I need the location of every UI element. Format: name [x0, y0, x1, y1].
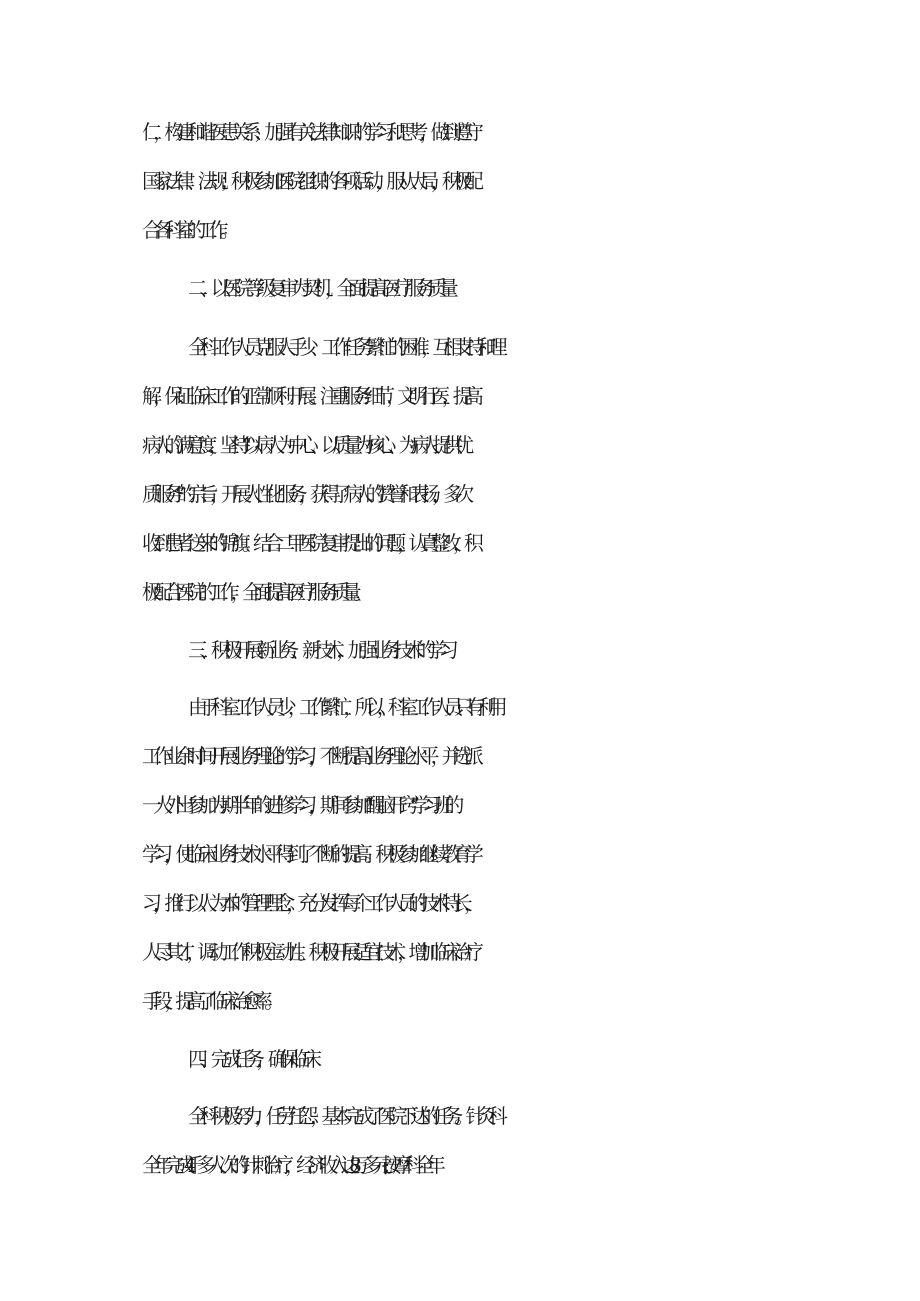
paragraph-line: 病人的满意度，坚持“以病人为中心、以质量为核心、为病人提供优	[142, 433, 466, 457]
paragraph-line: 合各科室的工作。	[142, 218, 231, 242]
paragraph-line: 一人外出参加为期半年的进修学习，期间参加“醒脑开窍”学习班的	[142, 793, 456, 817]
paragraph-line: 解，保证临床工作的正常顺利开展。注重服务细节，文明行医，提高	[142, 384, 475, 408]
paragraph-line: 全科工作人员克服人手少、工作任务繁忙的困难，互相支持和理	[188, 335, 499, 359]
paragraph-line: 全年完成 4 千多人次的针刺治疗，经济收入达 8 万多元;按摩科全年	[142, 1153, 438, 1177]
section-heading-3: 三、积极开展新业务、新技术，加强业务技术的学习	[188, 638, 451, 662]
paragraph-line: 学习，使临床业务技术水平得到了不断的提高。积极参加继续教育学	[142, 842, 475, 866]
paragraph-line: 质服务”的宗旨，开展人性化服务，获得了病人的赞誉和表扬，多次	[142, 482, 466, 506]
paragraph-line: 由于科室工作人员少，工作繁忙，所以，科室工作人员只有利用	[188, 695, 499, 719]
paragraph-line: 习，推行以人为本的管理理念，充分发挥每个工作人员的技术特长，	[142, 891, 475, 915]
paragraph-line: 极配合医院的工作，全面提高医疗服务质量。	[142, 580, 364, 604]
paragraph-line: 工作业余时间开展业务理论的学习，不断提高业务理论水平，并选派	[142, 744, 475, 768]
paragraph-line: 国家法律、法规；积极参加医院组织的各项活动，服从大局，积极配	[142, 169, 475, 193]
paragraph-line: 手段，提高了临床治愈率。	[142, 989, 276, 1013]
paragraph-line: 人尽其才，调动工作积极主动性。积极开展适宜技术，增加临床治疗	[142, 940, 475, 964]
section-heading-4: 四、完成任务，确保临床	[188, 1047, 314, 1071]
paragraph-line: 全科积极努力，任劳任怨，基本完成了医院下达的任务。针灸科	[188, 1104, 499, 1128]
paragraph-line: 仁，构建和谐医患关系；加强有关法律知识的学习和思考，做到遵守	[142, 120, 475, 144]
paragraph-line: 收到患者送来的锦旗。结合二甲医院复审提出的问题，认真整改，积	[142, 531, 475, 555]
section-heading-2: 二、以医院等级复审为契机，全面提高医疗服务质量	[188, 276, 451, 300]
